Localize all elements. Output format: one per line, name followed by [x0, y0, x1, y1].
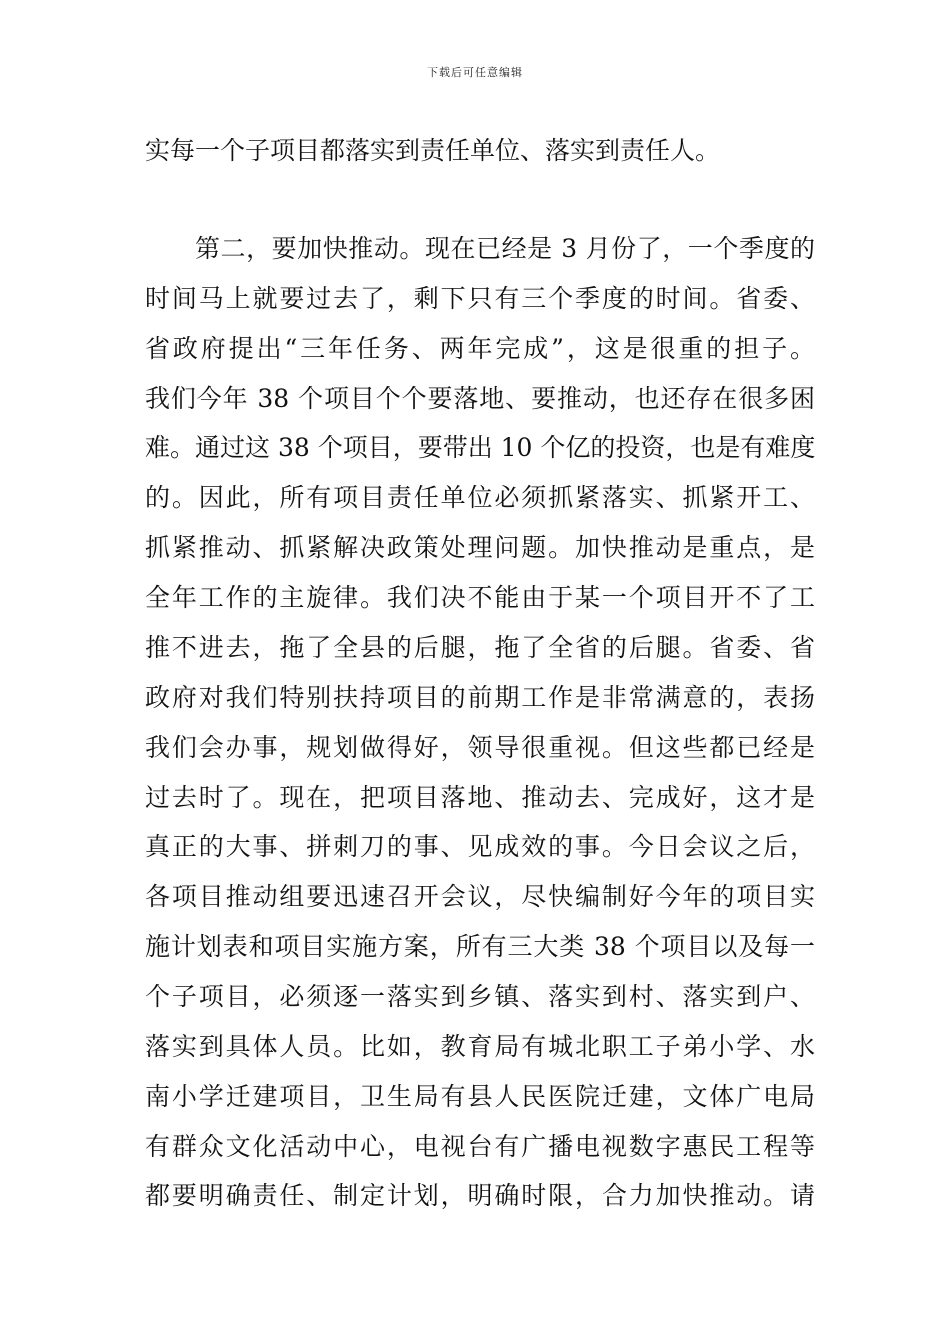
paragraph-line: 有群众文化活动中心，电视台有广播电视数字惠民工程等 [145, 1132, 815, 1161]
paragraph-line: 我们会办事，规划做得好，领导很重视。但这些都已经是 [145, 733, 815, 762]
paragraph-line: 实每一个子项目都落实到责任单位、落实到责任人。 [145, 136, 721, 165]
paragraph-line: 的。因此，所有项目责任单位必须抓紧落实、抓紧开工、 [145, 483, 815, 512]
paragraph-line: 抓紧推动、抓紧解决政策处理问题。加快推动是重点，是 [145, 533, 815, 562]
paragraph-line: 过去时了。现在，把项目落地、推动去、完成好，这才是 [145, 783, 815, 812]
paragraph-line: 落实到具体人员。比如，教育局有城北职工子弟小学、水 [145, 1032, 815, 1061]
paragraph-line: 都要明确责任、制定计划，明确时限，合力加快推动。请 [145, 1181, 815, 1210]
paragraph-line: 全年工作的主旋律。我们决不能由于某一个项目开不了工 [145, 583, 815, 612]
paragraph-line: 南小学迁建项目，卫生局有县人民医院迁建，文体广电局 [145, 1082, 815, 1111]
paragraph-line: 省政府提出“三年任务、两年完成”，这是很重的担子。 [145, 334, 815, 363]
paragraph-line: 真正的大事、拼刺刀的事、见成效的事。今日会议之后， [145, 832, 815, 861]
paragraph-line: 个子项目，必须逐一落实到乡镇、落实到村、落实到户、 [145, 982, 815, 1011]
paragraph-line: 时间马上就要过去了，剩下只有三个季度的时间。省委、 [145, 284, 815, 313]
paragraph-line: 施计划表和项目实施方案，所有三大类 38 个项目以及每一 [145, 932, 815, 961]
paragraph-line: 政府对我们特别扶持项目的前期工作是非常满意的，表扬 [145, 683, 815, 712]
paragraph-line: 推不进去，拖了全县的后腿，拖了全省的后腿。省委、省 [145, 633, 815, 662]
paragraph-line: 第二，要加快推动。现在已经是 3 月份了，一个季度的 [195, 234, 815, 263]
paragraph-line: 难。通过这 38 个项目，要带出 10 个亿的投资，也是有难度 [145, 433, 816, 462]
header-note: 下载后可任意编辑 [427, 66, 523, 79]
paragraph-line: 各项目推动组要迅速召开会议，尽快编制好今年的项目实 [145, 882, 815, 911]
paragraph-line: 我们今年 38 个项目个个要落地、要推动，也还存在很多困 [145, 384, 815, 413]
